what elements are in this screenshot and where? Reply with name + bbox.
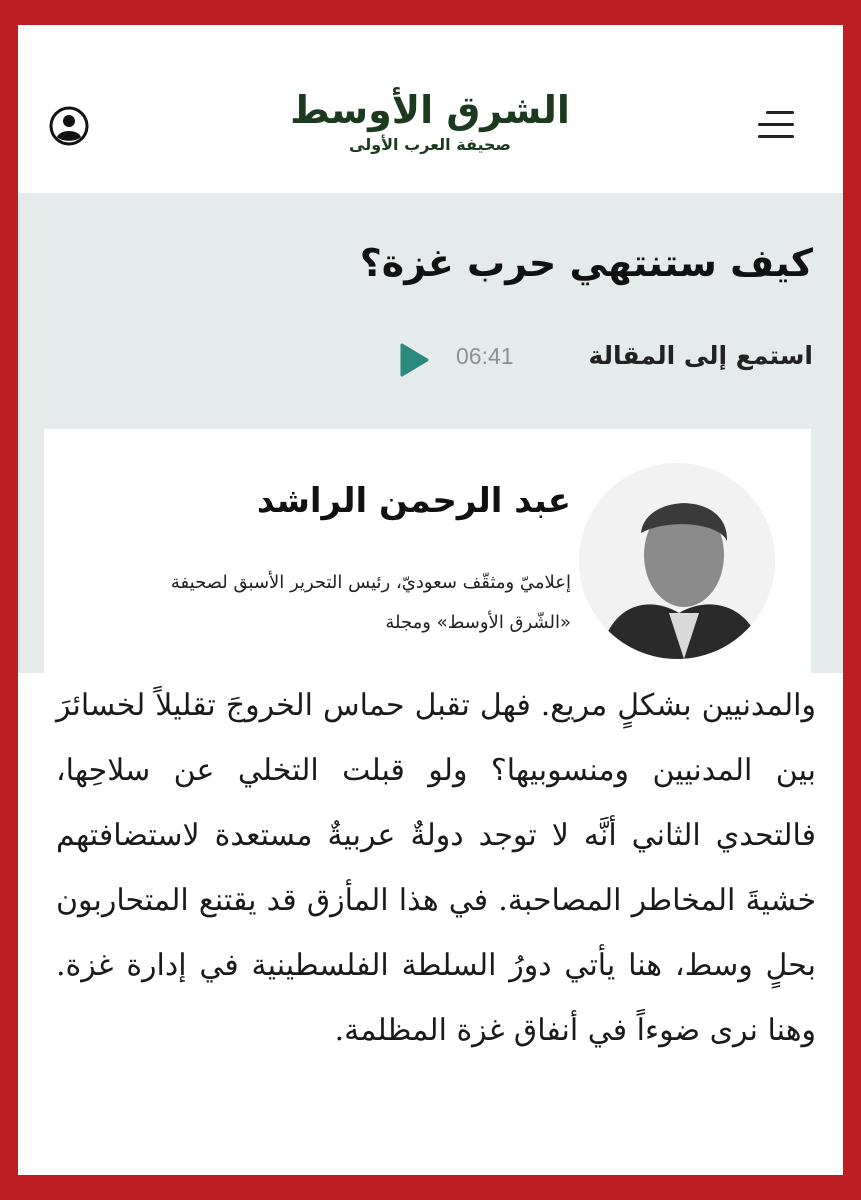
author-avatar[interactable] xyxy=(579,463,775,659)
user-profile-icon[interactable] xyxy=(48,105,90,147)
logo-wordmark xyxy=(280,87,580,133)
author-name[interactable]: عبد الرحمن الراشد xyxy=(256,481,571,521)
author-portrait-icon xyxy=(579,463,775,659)
article-header-area xyxy=(18,193,843,673)
author-card[interactable] xyxy=(44,429,811,673)
logo-text: الشرق الأوسط xyxy=(290,88,570,132)
site-logo[interactable] xyxy=(280,87,580,163)
site-header xyxy=(18,25,843,193)
article-title: كيف ستنتهي حرب غزة؟ xyxy=(359,241,813,285)
article-text: والمدنيين بشكلٍ مريع. فهل تقبل حماس الخروجَ تقليلاً لخسائرَ بين المدنيين ومنسوبيها؟ ولو قبلت التخلي عن سلاحِها، فالتحدي الثاني أنَّه لا توجد دولةٌ عربيةٌ مستعدة لاستضافتهم خشيةَ المخاطر المصاحبة. في هذا المأزق قد يقتنع المتحاربون بحلٍ وسط، هنا يأتي دورُ السلطة الفلسطينية في إدارة غزة. وهنا نرى ضوءاً في أنفاق غزة المظلمة. xyxy=(56,688,816,1048)
logo-tagline: صحيفة العرب الأولى xyxy=(349,135,511,154)
play-button[interactable] xyxy=(396,343,430,377)
app-frame xyxy=(18,25,843,1175)
hamburger-menu-icon[interactable] xyxy=(758,109,798,143)
article-body xyxy=(18,673,843,1175)
author-bio: إعلاميّ ومثقّف سعوديّ، رئيس التحرير الأسبق لصحيفة «الشّرق الأوسط» ومجلة xyxy=(170,572,571,633)
play-icon xyxy=(396,343,430,377)
listen-label: استمع إلى المقالة xyxy=(588,341,813,370)
audio-duration: 06:41 xyxy=(456,343,514,369)
